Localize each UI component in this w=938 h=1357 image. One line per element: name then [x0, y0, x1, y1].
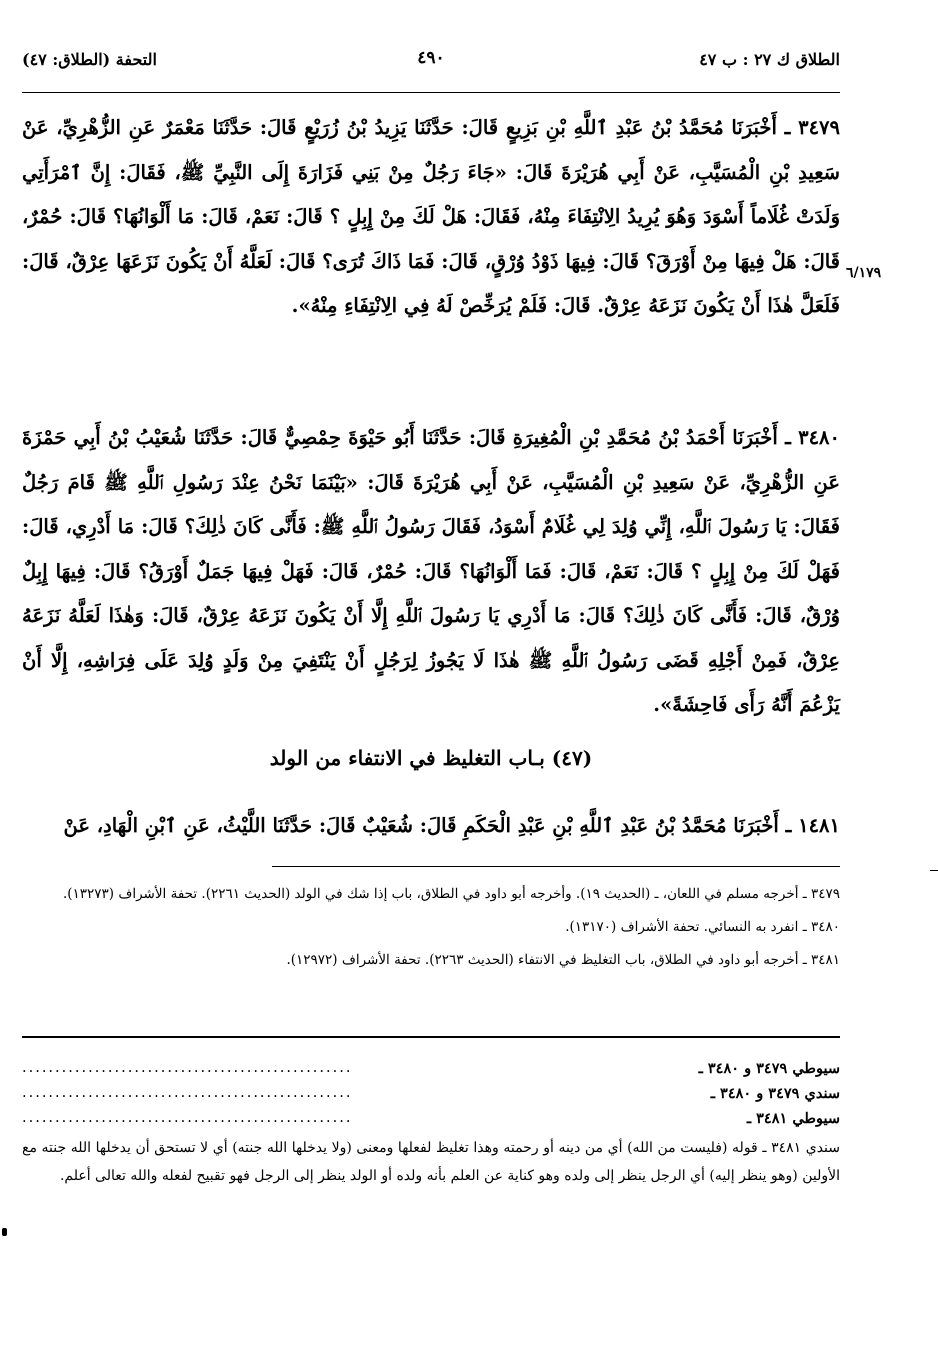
hadith-3479-text: ٣٤٧٩ ـ أَخْبَرَنَا مُحَمَّدُ بْنُ عَبْدِ ٱللَّهِ بْنِ بَزِيعٍ قَالَ: حَدَّثَنَا يَزِيدُ بْنُ زُرَيْعٍ قَالَ: حَدَّثَنَا مَعْمَرٌ عَنِ الزُّهْرِيِّ، عَنْ سَعِيدِ بْنِ الْمُسَيَّبِ، عَنْ أَبِي هُرَيْرَةَ قَالَ: «جَاءَ رَجُلٌ مِنْ بَنِي فَزَارَةَ إِلَى النَّبِيِّ ﷺ، فَقَالَ: إِنَّ ٱمْرَأَتِي وَلَدَتْ غُلَاماً أَسْوَدَ وَهُوَ يُرِيدُ الِانْتِفَاءَ مِنْهُ، فَقَالَ: هَلْ لَكَ مِنْ إِبِلٍ ؟ قَالَ: نَعَمْ، قَالَ: مَا أَلْوَانُهَا؟ قَالَ: حُمْرٌ، قَالَ: هَلْ فِيهَا مِنْ أَوْرَقَ؟ قَالَ: فِيهَا ذَوْدُ وُرْقٍ، قَالَ: فَمَا ذَاكَ تُرَى؟ قَالَ: لَعَلَّهُ أَنْ يَكُونَ نَزَعَهَا عِرْقٌ، قَالَ: فَلَعَلَّ هٰذَا أَنْ يَكُونَ نَزَعَهُ عِرْقٌ. قَالَ: فَلَمْ يُرَخِّصْ لَهُ فِي الِانْتِفَاءِ مِنْهُ».	[22, 116, 840, 317]
dot-leader: ..................................................	[22, 1085, 353, 1101]
commentary-rule	[22, 1036, 840, 1038]
scan-dot	[2, 1228, 7, 1236]
footnote-3479: ٣٤٧٩ ـ أخرجه مسلم في اللعان، ـ (الحديث ١٩). وأخرجه أبو داود في الطلاق، باب إذا شك في الولد (الحديث ٢٢٦١). تحفة الأشراف (١٣٢٧٣).	[62, 886, 840, 902]
ref-suyuti-3479: سيوطي ٣٤٧٩ و ٣٤٨٠ ـ	[698, 1060, 840, 1077]
header-tuhfa-ref: التحفة (الطلاق: ٤٧)	[22, 50, 157, 69]
ref-row	[22, 1106, 840, 1131]
running-header	[22, 50, 840, 80]
hadith-3480-text: ٣٤٨٠ ـ أَخْبَرَنَا أَحْمَدُ بْنُ مُحَمَّدِ بْنِ الْمُغِيرَةِ قَالَ: حَدَّثَنَا أَبُو حَيْوَةَ حِمْصِيٌّ قَالَ: حَدَّثَنَا شُعَيْبُ بْنُ أَبِي حَمْزَةَ عَنِ الزُّهْرِيِّ، عَنْ سَعِيدِ بْنِ الْمُسَيَّبِ، عَنْ أَبِي هُرَيْرَةَ قَالَ: «بَيْنَمَا نَحْنُ عِنْدَ رَسُولِ ٱللَّهِ ﷺ قَامَ رَجُلٌ فَقَالَ: يَا رَسُولَ ٱللَّهِ، إِنِّي وُلِدَ لِي غُلَامٌ أَسْوَدُ، فَقَالَ رَسُولُ ٱللَّهِ ﷺ: فَأَنَّى كَانَ ذٰلِكَ؟ قَالَ: مَا أَدْرِي، قَالَ: فَهَلْ لَكَ مِنْ إِبِلٍ ؟ قَالَ: نَعَمْ، قَالَ: فَمَا أَلْوَانُهَا؟ قَالَ: حُمْرٌ، قَالَ: فَهَلْ فِيهَا جَمَلٌ أَوْرَقُ؟ قَالَ: فِيهَا إِبِلٌ وُرْقٌ، قَالَ: فَأَنَّى كَانَ ذٰلِكَ؟ قَالَ: مَا أَدْرِي يَا رَسُولَ ٱللَّهِ إِلَّا أَنْ يَكُونَ نَزَعَهُ عِرْقٌ، قَالَ: وَهٰذَا لَعَلَّهُ نَزَعَهُ عِرْقٌ، فَمِنْ أَجْلِهِ قَضَى رَسُولُ ٱللَّهِ ﷺ هٰذَا لَا يَجُوزُ لِرَجُلٍ أَنْ يَنْتَفِيَ مِنْ وَلَدٍ وُلِدَ عَلَى فِرَاشِهِ، إِلَّا أَنْ يَزْعُمَ أَنَّهُ رَأَى فَاحِشَةً».	[22, 426, 840, 716]
book-page	[22, 40, 840, 1330]
hadith-3479	[22, 106, 840, 329]
footnote-3480: ٣٤٨٠ ـ انفرد به النسائي. تحفة الأشراف (١٣١٧٠).	[565, 919, 840, 935]
page-number: ٤٩٠	[417, 48, 445, 68]
ref-row	[22, 1056, 840, 1081]
footnotes	[22, 882, 840, 981]
hadith-3481	[22, 804, 840, 849]
hadith-3480	[22, 416, 840, 728]
commentary-sindi-3481: سندي ٣٤٨١ ـ قوله (فليست من الله) أي من دينه أو رحمته وهذا تغليظ لفعلها ومعنى (ولا يدخلها الله جنته) أي لا تستحق أن يدخلها الله جنته مع الأولين (وهو ينظر إليه) أي الرجل ينظر إلى ولده وهو كناية عن العلم بأنه ولده أو الولد ينظر إلى الرجل فهو تقبيح لفعله والله تعالى أعلم.	[22, 1140, 840, 1184]
header-chapter-ref: الطلاق ك ٢٧ : ب ٤٧	[699, 50, 840, 69]
chapter-title: (٤٧) بـاب التغليظ في الانتفاء من الولد	[269, 746, 593, 770]
hadith-3481-text: ١٤٨١ ـ أَخْبَرَنَا مُحَمَّدُ بْنُ عَبْدِ ٱللَّهِ بْنِ عَبْدِ الْحَكَمِ قَالَ: شُعَيْبٌ قَالَ: حَدَّثَنَا اللَّيْثُ، عَنِ ٱبْنِ الْهَادِ، عَنْ	[63, 814, 840, 837]
dot-leader: ..................................................	[22, 1110, 353, 1126]
dot-leader: ..................................................	[22, 1060, 353, 1076]
edge-mark	[930, 870, 938, 871]
ref-sindi-3479: سندي ٣٤٧٩ و ٣٤٨٠ ـ	[710, 1085, 840, 1102]
ref-row	[22, 1081, 840, 1106]
footnote-3481: ٣٤٨١ ـ أخرجه أبو داود في الطلاق، باب التغليظ في الانتفاء (الحديث ٢٢٦٣). تحفة الأشراف (١٢٩٧٢).	[286, 952, 840, 968]
margin-reference: ٦/١٧٩	[846, 265, 882, 281]
ref-suyuti-3481: سيوطي ٣٤٨١ ـ	[746, 1110, 840, 1127]
header-rule	[22, 92, 840, 93]
commentary-refs	[22, 1056, 840, 1131]
footnote-rule	[272, 866, 840, 867]
